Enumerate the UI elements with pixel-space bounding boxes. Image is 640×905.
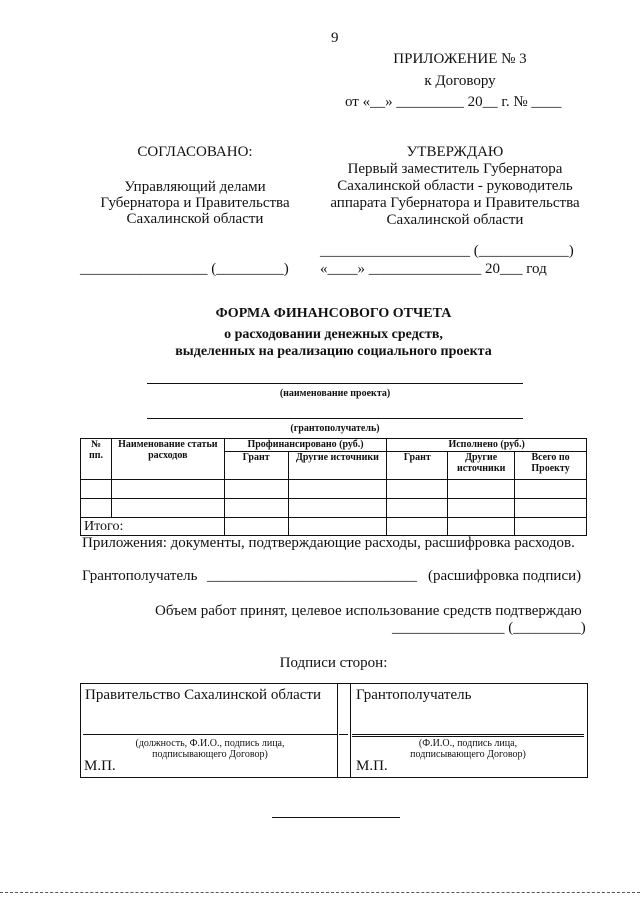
approve-date-line: «____» _______________ 20___ год — [320, 261, 547, 277]
form-subtitle-1: о расходовании денежных средств, — [224, 327, 443, 342]
approve-line-2: Сахалинской области - руководитель — [337, 178, 573, 194]
approve-line-4: Сахалинской области — [386, 212, 524, 228]
grantee-signature-blank: ____________________________ — [207, 568, 417, 584]
attachments-text: Приложения: документы, подтверждающие расходы, расшифровка расходов. — [82, 535, 575, 551]
total-label: Итого: — [81, 518, 225, 536]
column-header-executed-grant: Грант — [387, 452, 448, 480]
group-header-executed: Исполнено (руб.) — [387, 439, 587, 452]
table-row — [81, 480, 587, 499]
appendix-to-contract: к Договору — [424, 73, 496, 89]
acceptance-signature-line: _______________ (_________) — [392, 620, 586, 636]
grantee-name-line — [147, 418, 523, 419]
right-caption-2: подписывающего Договор) — [410, 749, 526, 760]
column-header-expense-item: Наименование статьи расходов — [111, 439, 224, 480]
grantee-label: Грантополучатель — [82, 568, 198, 584]
right-party-name: Грантополучатель — [356, 687, 472, 703]
right-signature-line — [352, 734, 584, 735]
left-caption-1: (должность, Ф.И.О., подпись лица, — [135, 738, 285, 749]
approve-line-3: аппарата Губернатора и Правительства — [330, 195, 580, 211]
project-name-caption: (наименование проекта) — [279, 388, 391, 399]
grantee-name-caption: (грантополучатель) — [290, 423, 380, 434]
project-name-line — [147, 383, 523, 384]
appendix-title: ПРИЛОЖЕНИЕ № 3 — [393, 51, 527, 67]
left-caption-2: подписывающего Договор) — [152, 749, 268, 760]
left-stamp-label: М.П. — [84, 758, 116, 774]
column-header-project-total: Всего по Проекту — [515, 452, 587, 480]
column-header-financed-grant: Грант — [224, 452, 288, 480]
agreed-heading: СОГЛАСОВАНО: — [137, 144, 253, 160]
signatures-box — [80, 683, 588, 778]
total-row — [81, 518, 587, 536]
approve-heading: УТВЕРЖДАЮ — [406, 144, 504, 160]
page-number: 9 — [331, 30, 339, 46]
agreed-line-3: Сахалинской области — [126, 211, 264, 227]
middle-signature-line — [339, 734, 348, 735]
financial-report-table — [80, 438, 587, 536]
right-signature-line-double — [352, 736, 584, 737]
right-stamp-label: М.П. — [356, 758, 388, 774]
approve-signature-line: ____________________ (____________) — [320, 243, 574, 259]
closing-divider — [272, 817, 400, 818]
grantee-signature-decode: (расшифровка подписи) — [428, 568, 582, 584]
agreed-signature-line: _________________ (_________) — [80, 261, 289, 277]
column-header-executed-other: Другие источники — [448, 452, 515, 480]
signatures-divider-left — [337, 684, 338, 777]
left-signature-line — [83, 734, 337, 735]
table-row — [81, 499, 587, 518]
signatures-divider-right — [350, 684, 351, 777]
column-header-number: № пп. — [81, 439, 112, 480]
column-header-financed-other: Другие источники — [288, 452, 387, 480]
acceptance-text: Объем работ принят, целевое использование средств подтверждаю — [155, 603, 582, 619]
appendix-date-line: от «__» _________ 20__ г. № ____ — [345, 94, 562, 110]
form-title: ФОРМА ФИНАНСОВОГО ОТЧЕТА — [215, 306, 452, 321]
page-bottom-edge — [0, 892, 640, 893]
left-party-name: Правительство Сахалинской области — [85, 687, 321, 703]
group-header-financed: Профинансировано (руб.) — [224, 439, 387, 452]
right-caption-1: (Ф.И.О., подпись лица, — [418, 738, 518, 749]
signatures-heading: Подписи сторон: — [279, 655, 388, 671]
agreed-line-1: Управляющий делами — [124, 179, 266, 195]
agreed-line-2: Губернатора и Правительства — [100, 195, 290, 211]
approve-line-1: Первый заместитель Губернатора — [347, 161, 563, 177]
form-subtitle-2: выделенных на реализацию социального проекта — [175, 344, 492, 359]
